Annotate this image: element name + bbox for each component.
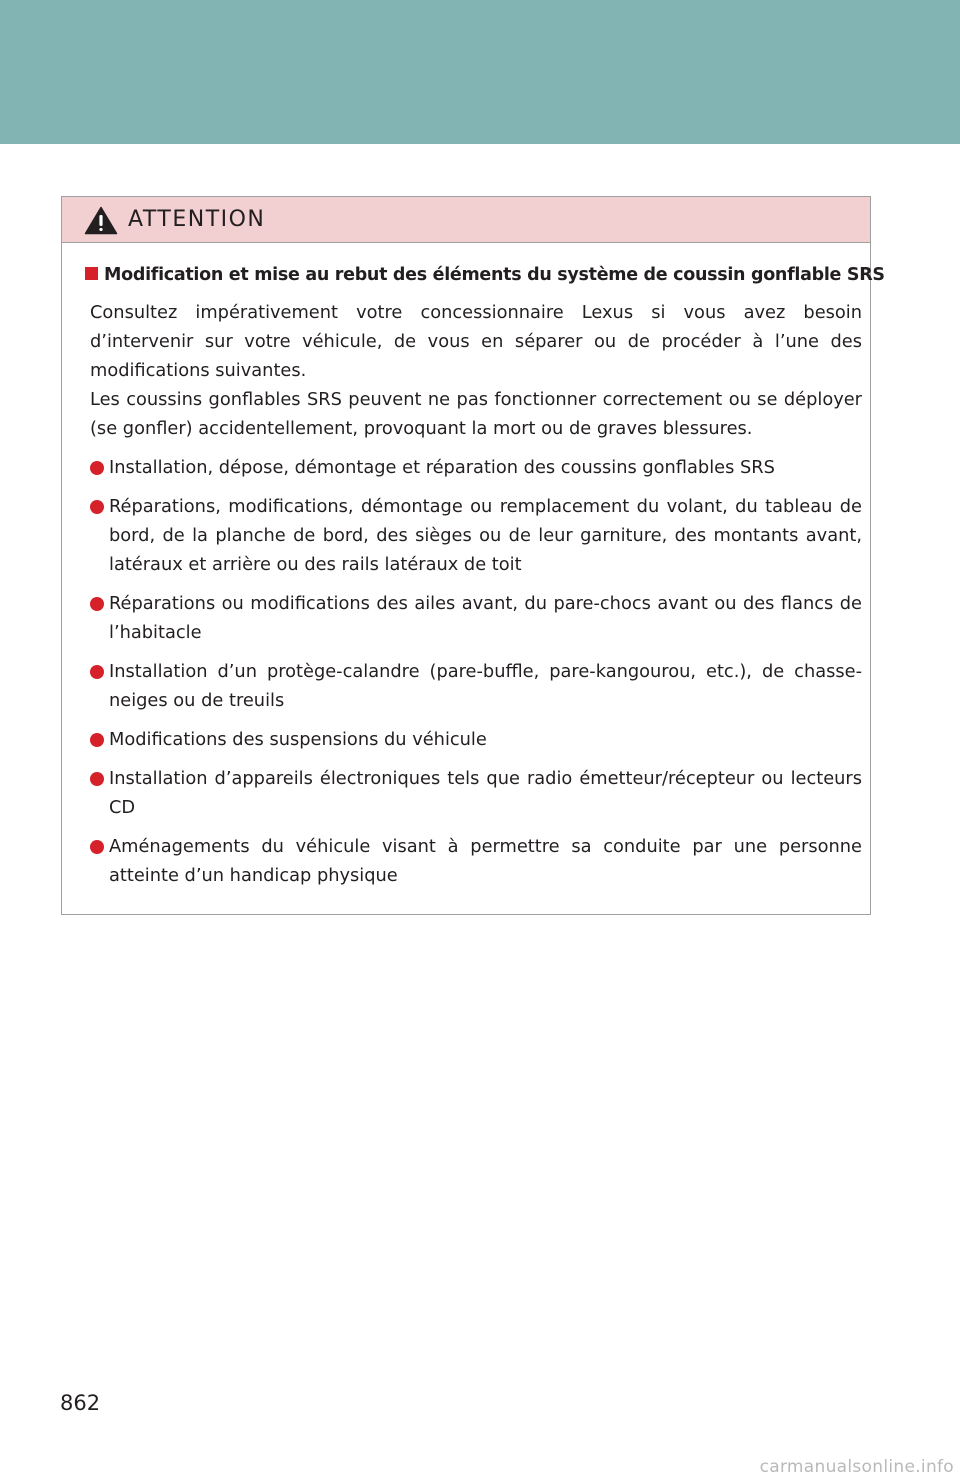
list-item [90,492,862,579]
list-item-text: Modifications des suspensions du véhicule [109,729,487,750]
bullet-dot-icon [90,461,104,475]
list-item-text: Installation d’appareils électroniques tels que radio émetteur/récepteur ou lecteurs CD [109,768,862,818]
risk-paragraph: Les coussins gonflables SRS peuvent ne pas fonctionner correctement ou se déployer (se gonfler) accidentellement, provoquant la mort ou de graves blessures. [90,389,862,439]
bullet-dot-icon [90,772,104,786]
list-item-text: Réparations ou modifications des ailes avant, du pare-chocs avant ou des flancs de l’habitacle [109,593,862,643]
header-band [0,0,960,144]
intro-paragraph: Consultez impérativement votre concessionnaire Lexus si vous avez besoin d’intervenir sur votre véhicule, de vous en séparer ou de procéder à l’une des modifications suivantes. [90,302,862,381]
list-item-text: Installation d’un protège-calandre (pare-buffle, pare-kangourou, etc.), de chasse-neiges ou de treuils [109,661,862,711]
bullet-dot-icon [90,500,104,514]
warning-title: ATTENTION [128,207,266,232]
list-item [90,832,862,890]
section-heading [85,262,885,288]
warning-triangle-icon [84,206,118,235]
list-item-text: Aménagements du véhicule visant à permettre sa conduite par une personne atteinte d’un handicap physique [109,836,862,886]
warning-body [62,243,885,890]
bullet-dot-icon [90,665,104,679]
bullet-dot-icon [90,733,104,747]
list-item [90,589,862,647]
warning-box [61,196,885,915]
watermark: carmanualsonline.info [759,1457,954,1477]
bullet-dot-icon [90,840,104,854]
page-number: 862 [60,1391,101,1415]
list-item [90,453,862,482]
section-heading-text: Modification et mise au rebut des éléments du système de coussin gonflable SRS [104,265,885,285]
list-item-text: Installation, dépose, démontage et réparation des coussins gonflables SRS [109,457,775,478]
list-item [90,764,862,822]
list-item [90,657,862,715]
square-bullet-icon [85,267,98,280]
warning-header [62,197,870,243]
list-item [90,725,862,754]
bullet-dot-icon [90,597,104,611]
list-item-text: Réparations, modifications, démontage ou remplacement du volant, du tableau de bord, de la planche de bord, des sièges ou de leur garniture, des montants avant, latéraux et arrière ou des rails latéraux de toit [109,496,862,575]
